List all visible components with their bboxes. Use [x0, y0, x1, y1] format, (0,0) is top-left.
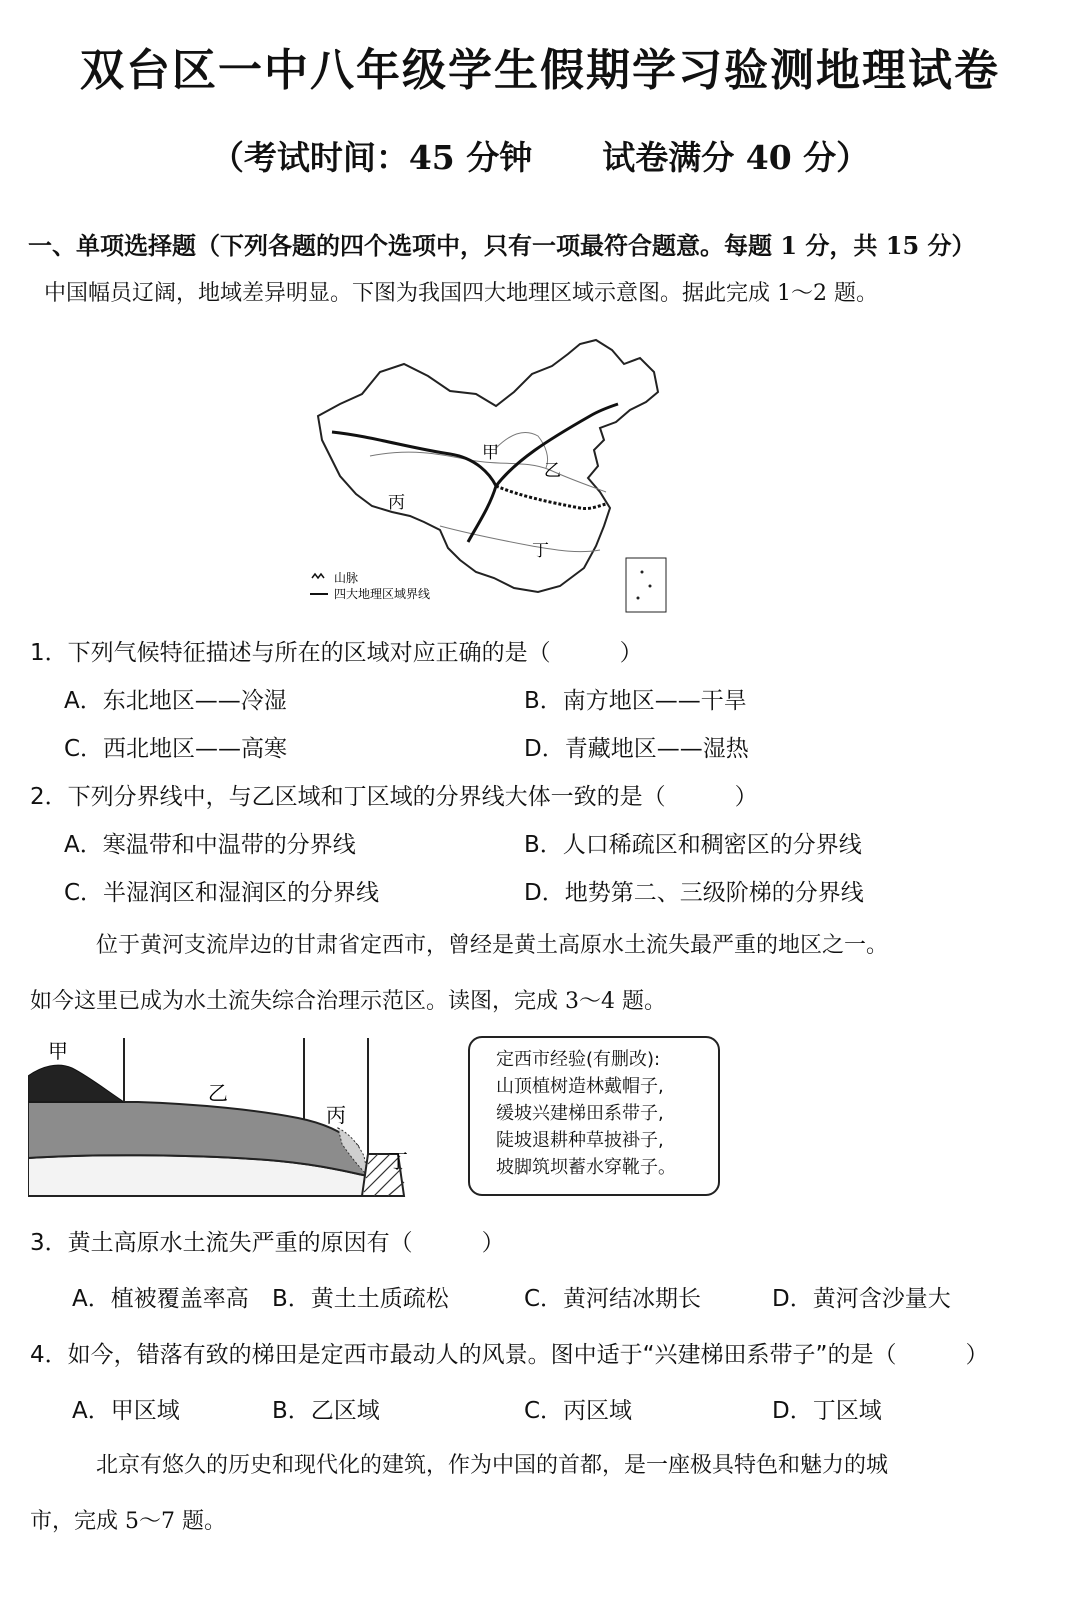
box-line: 坡脚筑坝蓄水穿靴子。 — [496, 1157, 676, 1178]
river-3 — [496, 432, 548, 468]
exam-time: （考试时间：45 分钟 — [210, 138, 533, 177]
legend-boundary-label: 四大地理区域界线 — [334, 587, 431, 601]
exam-info — [0, 132, 1080, 179]
river-2 — [440, 526, 600, 552]
passage-1: 中国幅员辽阔，地域差异明显。下图为我国四大地理区域示意图。据此完成 1～2 题。 — [44, 281, 878, 306]
question-4-option-d[interactable]: D．丁区域 — [772, 1398, 882, 1424]
question-3-option-a[interactable]: A．植被覆盖率高 — [72, 1286, 249, 1312]
south-sea-inset — [626, 558, 666, 612]
map-label-jia: 甲 — [482, 443, 499, 463]
passage-3-line-2: 市，完成 5～7 题。 — [30, 1509, 226, 1534]
question-1-option-b[interactable]: B．南方地区——干旱 — [524, 688, 747, 714]
question-2-option-a[interactable]: A．寒温带和中温带的分界线 — [64, 832, 356, 858]
legend-mountain-label: 山脉 — [334, 571, 359, 585]
question-2-option-d[interactable]: D．地势第二、三级阶梯的分界线 — [524, 880, 864, 906]
dingxi-experience-box — [468, 1036, 720, 1196]
boundary-line-north — [332, 404, 618, 486]
legend-mountain-symbol — [312, 574, 324, 578]
section-heading: 一、单项选择题（下列各题的四个选项中，只有一项最符合题意。每题 1 分，共 15 分） — [28, 231, 976, 260]
question-4-stem: 4．如今，错落有致的梯田是定西市最动人的风景。图中适于“兴建梯田系带子”的是（ ） — [30, 1342, 989, 1368]
box-line: 陡坡退耕种草披褂子, — [496, 1130, 664, 1151]
question-2-option-c[interactable]: C．半湿润区和湿润区的分界线 — [64, 880, 380, 906]
question-3-option-c[interactable]: C．黄河结冰期长 — [524, 1286, 702, 1312]
passage-2-line-1: 位于黄河支流岸边的甘肃省定西市，曾经是黄土高原水土流失最严重的地区之一。 — [96, 933, 889, 958]
question-3-option-b[interactable]: B．黄土土质疏松 — [272, 1286, 449, 1312]
question-1-option-c[interactable]: C．西北地区——高寒 — [64, 736, 288, 762]
question-3-stem: 3．黄土高原水土流失严重的原因有（ ） — [30, 1230, 505, 1256]
china-outline — [318, 340, 658, 592]
box-line: 缓坡兴建梯田系带子, — [496, 1103, 664, 1124]
question-2-stem: 2．下列分界线中，与乙区域和丁区域的分界线大体一致的是（ ） — [30, 784, 758, 810]
question-1-option-d[interactable]: D．青藏地区——湿热 — [524, 736, 749, 762]
question-4-option-b[interactable]: B．乙区域 — [272, 1398, 380, 1424]
passage-3-line-1: 北京有悠久的历史和现代化的建筑，作为中国的首都，是一座极具特色和魅力的城 — [96, 1453, 889, 1478]
exam-title: 双台区一中八年级学生假期学习验测地理试卷 — [80, 45, 1000, 96]
map-label-yi: 乙 — [544, 461, 561, 481]
question-1-stem: 1．下列气候特征描述与所在的区域对应正确的是（ ） — [30, 640, 643, 666]
box-title: 定西市经验(有删改): — [496, 1049, 661, 1070]
question-3-option-d[interactable]: D．黄河含沙量大 — [772, 1286, 951, 1312]
diagram-label-ding: 丁 — [388, 1149, 408, 1173]
passage-2-line-2: 如今这里已成为水土流失综合治理示范区。读图，完成 3～4 题。 — [30, 989, 666, 1014]
boundary-line-west — [468, 486, 496, 542]
diagram-label-bing: 丙 — [326, 1103, 346, 1127]
qinling-mountain — [496, 486, 606, 509]
question-4-option-a[interactable]: A．甲区域 — [72, 1398, 180, 1424]
diagram-label-jia: 甲 — [48, 1039, 68, 1063]
question-1-option-a[interactable]: A．东北地区——冷湿 — [64, 688, 287, 714]
diagram-label-yi: 乙 — [208, 1081, 228, 1105]
hilltop-jia — [28, 1065, 124, 1102]
question-2-option-b[interactable]: B．人口稀疏区和稠密区的分界线 — [524, 832, 862, 858]
map-label-bing: 丙 — [388, 493, 405, 513]
exam-score: 试卷满分 40 分） — [602, 138, 870, 177]
map-label-ding: 丁 — [532, 541, 549, 561]
box-line: 山顶植树造林戴帽子, — [496, 1076, 664, 1097]
china-regions-map — [300, 336, 670, 616]
slope-profile-diagram — [28, 1036, 412, 1200]
question-4-option-c[interactable]: C．丙区域 — [524, 1398, 633, 1424]
